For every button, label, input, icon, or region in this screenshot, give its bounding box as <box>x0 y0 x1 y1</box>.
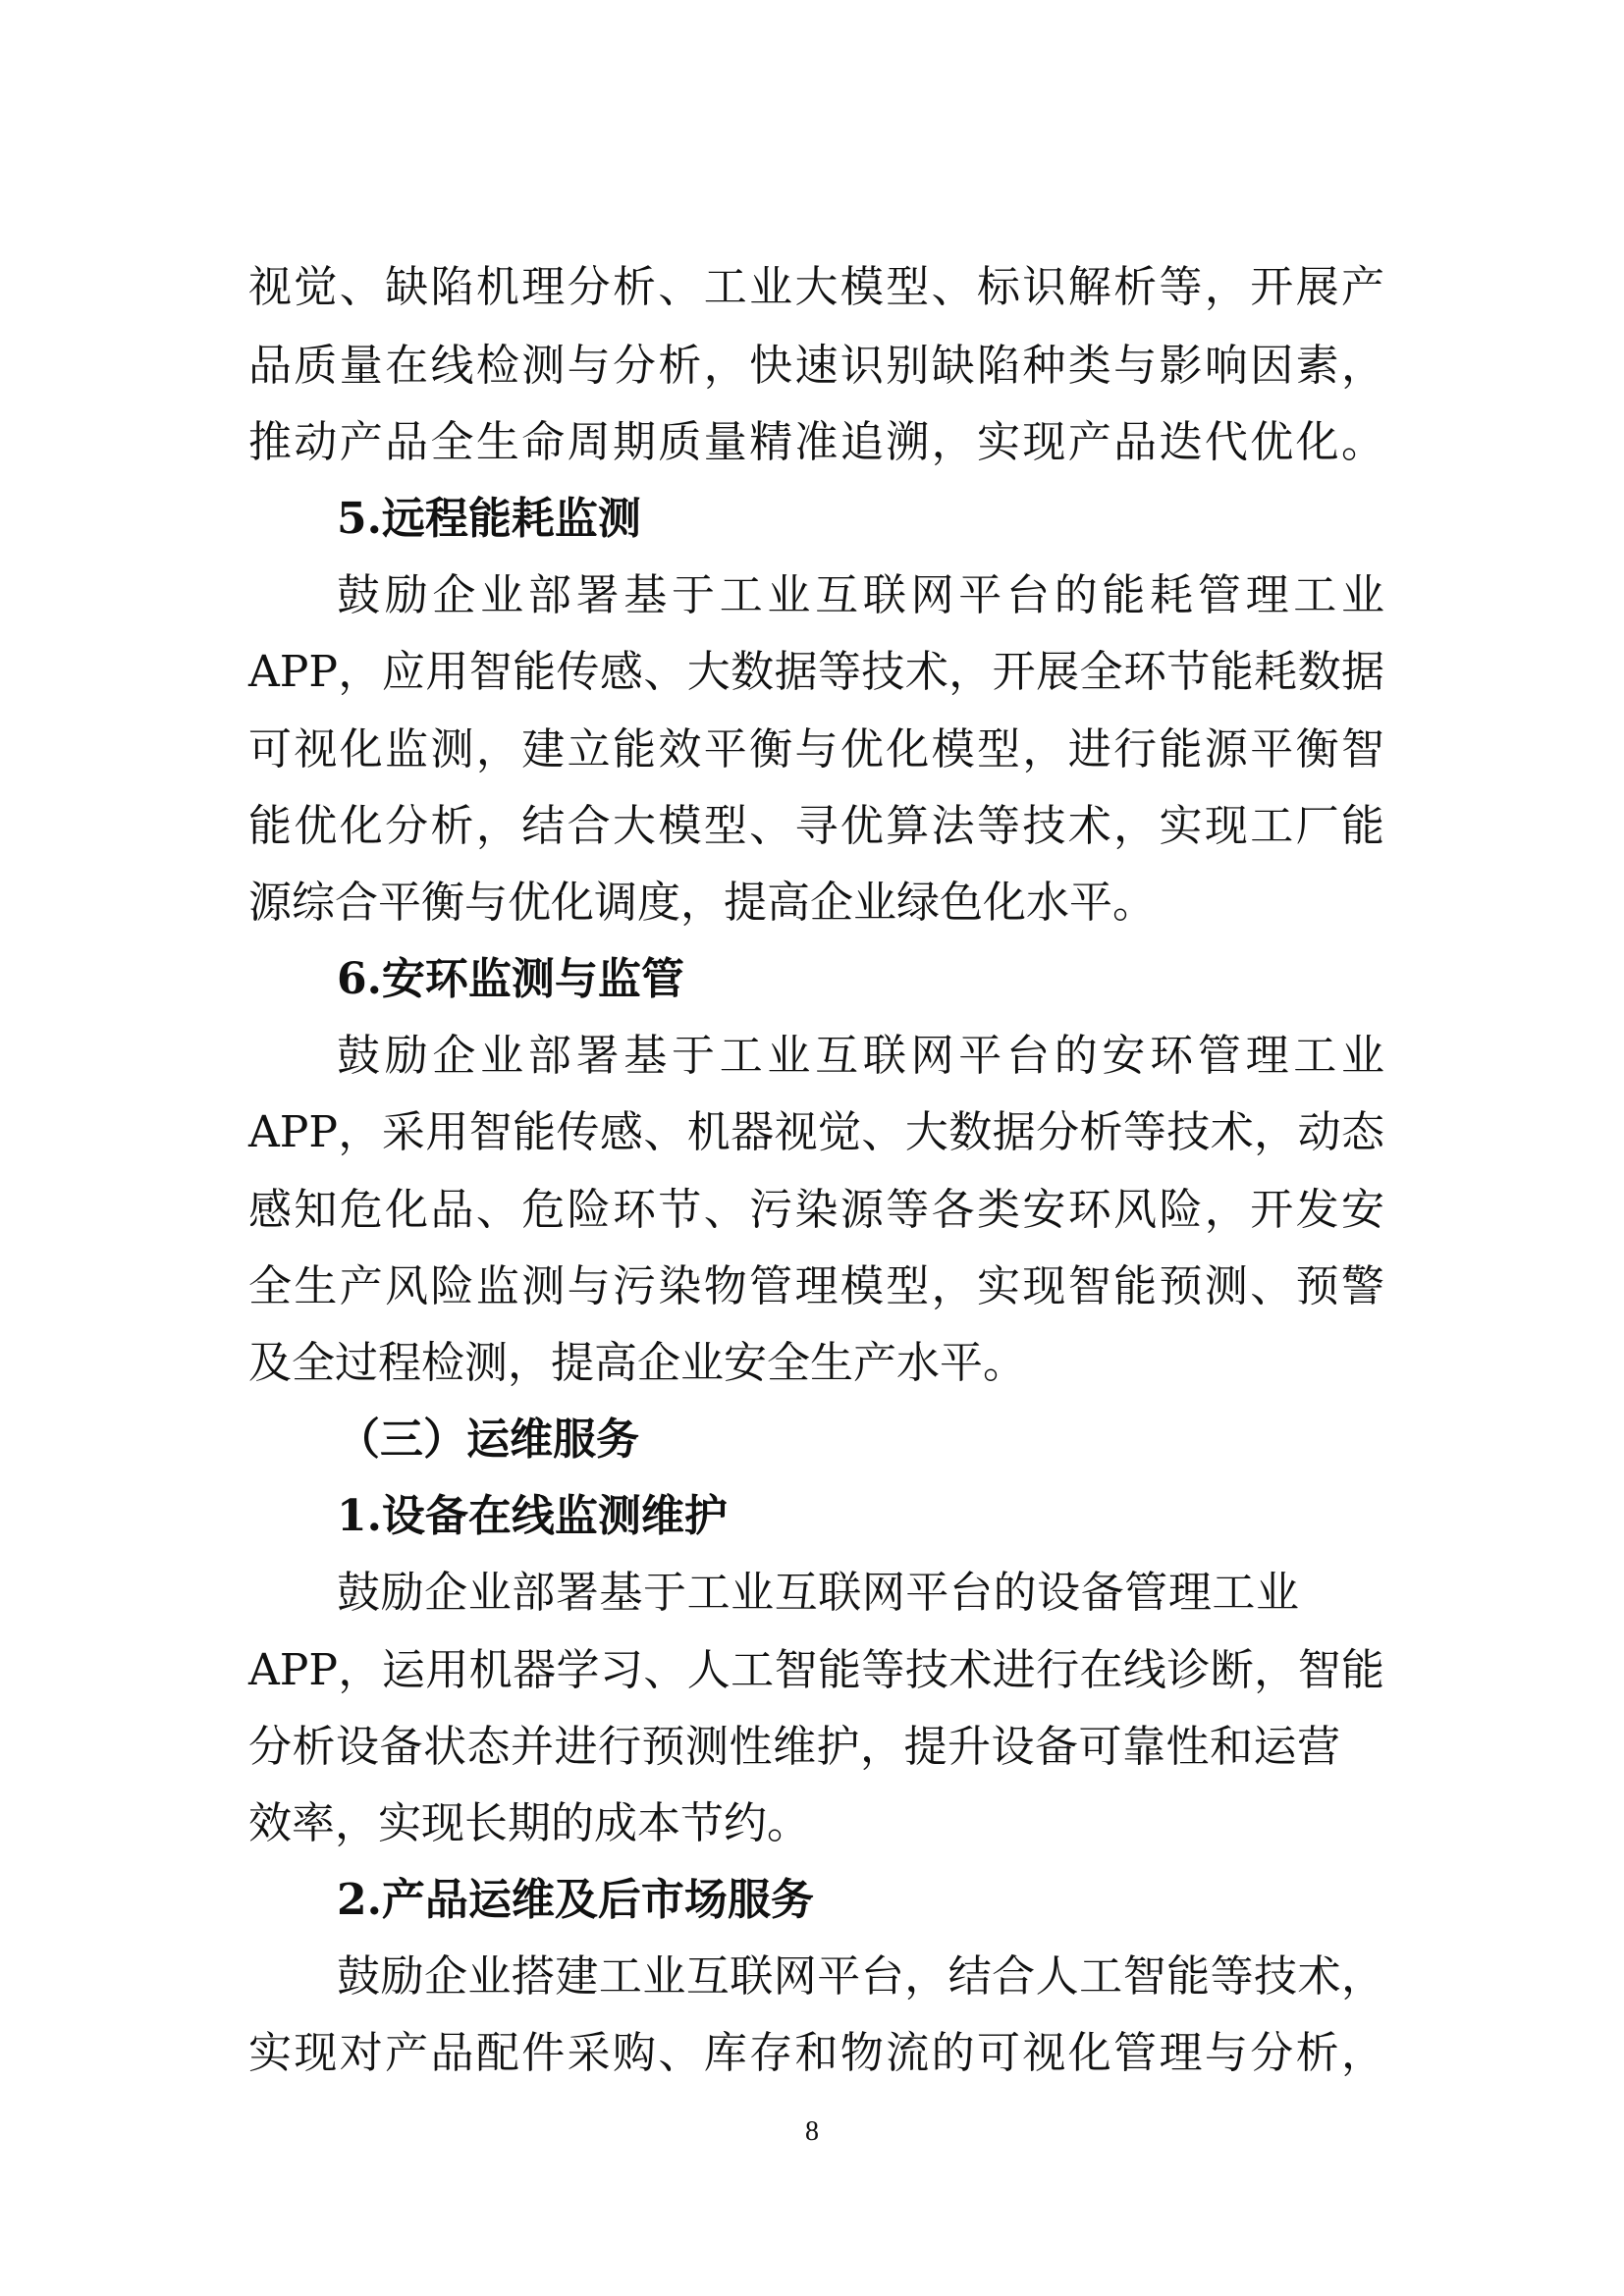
section-heading-product-om: 2.产品运维及后市场服务 <box>337 1875 814 1925</box>
paragraph-line: 鼓励企业部署基于工业互联网平台的安环管理工业 <box>337 1031 1384 1081</box>
section-heading-om-service: （三）运维服务 <box>337 1415 639 1465</box>
paragraph-line: 源综合平衡与优化调度，提高企业绿色化水平。 <box>248 878 1156 928</box>
paragraph-line: 实现对产品配件采购、库存和物流的可视化管理与分析， <box>248 2028 1384 2078</box>
paragraph-line: APP，应用智能传感、大数据等技术，开展全环节能耗数据 <box>248 647 1384 697</box>
paragraph-line: 及全过程检测，提高企业安全生产水平。 <box>248 1338 1026 1388</box>
section-heading-remote-energy: 5.远程能耗监测 <box>337 494 641 544</box>
paragraph-line: 可视化监测，建立能效平衡与优化模型，进行能源平衡智 <box>248 724 1384 774</box>
paragraph-line: APP，运用机器学习、人工智能等技术进行在线诊断，智能 <box>248 1645 1384 1695</box>
paragraph-line: 视觉、缺陷机理分析、工业大模型、标识解析等，开展产 <box>248 262 1384 312</box>
paragraph-line: APP，采用智能传感、机器视觉、大数据分析等技术，动态 <box>248 1107 1384 1157</box>
paragraph-line: 鼓励企业部署基于工业互联网平台的能耗管理工业 <box>337 570 1384 620</box>
paragraph-line: 鼓励企业搭建工业互联网平台，结合人工智能等技术， <box>337 1951 1384 2002</box>
paragraph-line: 效率，实现长期的成本节约。 <box>248 1798 810 1848</box>
paragraph-line: 感知危化品、危险环节、污染源等各类安环风险，开发安 <box>248 1185 1384 1235</box>
page-number: 8 <box>805 2116 819 2147</box>
paragraph-line: 全生产风险监测与污染物管理模型，实现智能预测、预警 <box>248 1261 1384 1311</box>
paragraph-line: 能优化分析，结合大模型、寻优算法等技术，实现工厂能 <box>248 801 1384 851</box>
section-heading-device-monitoring: 1.设备在线监测维护 <box>337 1491 728 1541</box>
paragraph-line: 鼓励企业部署基于工业互联网平台的设备管理工业 <box>337 1568 1299 1618</box>
paragraph-line: 分析设备状态并进行预测性维护，提升设备可靠性和运营 <box>248 1722 1340 1772</box>
paragraph-line: 推动产品全生命周期质量精准追溯，实现产品迭代优化。 <box>248 417 1384 467</box>
section-heading-safety-env: 6.安环监测与监管 <box>337 954 684 1004</box>
paragraph-line: 品质量在线检测与分析，快速识别缺陷种类与影响因素， <box>248 341 1384 391</box>
